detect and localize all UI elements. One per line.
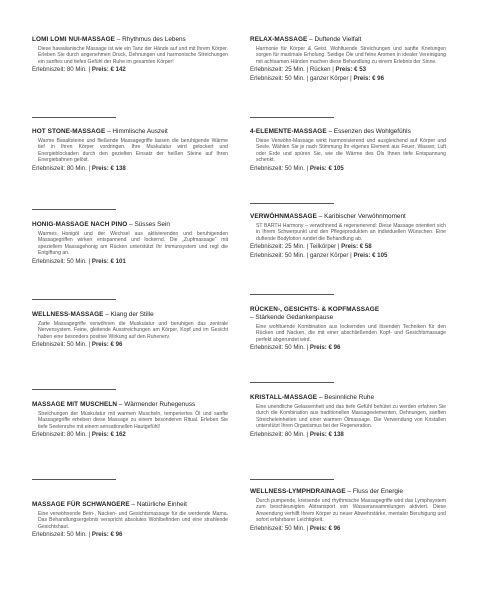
treatment-subtitle: Besinnliche Ruhe (324, 394, 375, 401)
price-duration: Erlebniszeit: 50 Min. (32, 341, 87, 349)
treatment-price (32, 165, 232, 173)
treatment-subtitle: Karibischer Verwöhnmoment (324, 213, 406, 220)
price-separator: | (88, 66, 91, 74)
treatment-entry (250, 36, 450, 83)
treatment-price (32, 341, 232, 349)
divider (32, 209, 116, 210)
treatment-description: Warme Basaltsteine und fließende Massagegriffe lassen die beruhigende Wärme tief in Ihren Körper vordringen. Ihre Muskulatur wird gelockert und Energieblockaden durch den gezielten Einsatz der heißen Steine auf Ihren Energiebahnen gelöst. (38, 138, 228, 164)
price-label: Preis: (91, 164, 109, 172)
divider (250, 479, 334, 480)
price-value: € 105 (372, 252, 388, 260)
treatment-title: WELLNESS-LYMPHDRAINAGE – Fluss der Energie (250, 488, 403, 495)
treatment-subtitle: Süsses Sein (134, 221, 170, 228)
price-value: € 96 (110, 531, 123, 539)
treatment-description: Diese Verwöhn-Massage wirkt harmonisierend und ausgleichend auf Körper und Seele. Wählen Sie je nach Stimmung Ihr eigenes Element aus Feuer, Wasser, Luft oder Erde und spüren Sie, wie die Wärme des Öls Ihnen tiefe Entspannung schenkt. (256, 138, 446, 164)
treatment-name: HONIG-MASSAGE NACH PINO (32, 221, 128, 228)
price-duration: Erlebniszeit: 50 Min. | ganzer Körper (250, 75, 349, 83)
price-label: Preis: (353, 75, 371, 83)
price-value: € 105 (328, 164, 344, 172)
price-label: Preis: (91, 66, 109, 74)
price-label: Preis: (91, 431, 109, 439)
treatment-subtitle: Duftende Vielfalt (314, 36, 362, 43)
treatment-subtitle: Fluss der Energie (352, 488, 403, 495)
treatment-name: KRISTALL-MASSAGE (250, 394, 318, 401)
treatment-subtitle: Himmlische Auszeit (112, 128, 168, 135)
treatment-price (32, 431, 232, 439)
price-duration: Erlebniszeit: 80 Min. (32, 431, 87, 439)
treatment-name: WELLNESS-LYMPHDRAINAGE (250, 488, 346, 495)
price-separator: | (337, 243, 340, 251)
treatment-title: HONIG-MASSAGE NACH PINO – Süsses Sein (32, 221, 170, 228)
treatment-entry (250, 306, 450, 352)
treatment-entry (250, 488, 450, 533)
treatment-title: HOT STONE-MASSAGE – Himmlische Auszeit (32, 128, 168, 135)
price-duration: Erlebniszeit: 50 Min. (250, 524, 305, 532)
treatment-description: Warmes Honigöl und der Wechsel aus aktivierenden und beruhigenden Massagegriffen wirken entspannend und lockernd. Die „Zupfmassage“ mit speziellem Massagehonig am Rücken unterstützt Ihr Immunsystem und regt die Entgiftung an. (38, 231, 228, 257)
price-label: Preis: (91, 531, 109, 539)
treatment-subtitle: Rhythmus des Lebens (122, 36, 186, 43)
divider (250, 382, 334, 383)
treatment-subtitle: Natürliche Einheit (136, 501, 187, 508)
treatment-name: 4-ELEMENTE-MASSAGE (250, 128, 327, 135)
price-label: Preis: (335, 66, 353, 74)
treatment-price (250, 165, 450, 173)
divider (32, 389, 116, 390)
price-value: € 58 (359, 243, 372, 251)
price-separator: | (306, 524, 309, 532)
treatment-title: RÜCKEN-, GESICHTS- & KOPFMASSAGE – Stärkende Gedankenpause (250, 306, 380, 321)
price-value: € 142 (110, 66, 126, 74)
divider (250, 117, 334, 118)
treatment-price (250, 525, 450, 533)
price-separator: | (350, 75, 352, 83)
treatment-subtitle: Essenzen des Wohlgefühls (333, 128, 411, 135)
price-duration: Erlebniszeit: 50 Min. (250, 344, 305, 352)
treatment-title: LOMI LOMI NUI-MASSAGE – Rhythmus des Lebens (32, 36, 186, 43)
price-separator: | (88, 257, 91, 265)
price-duration: Erlebniszeit: 80 Min. (32, 164, 87, 172)
treatment-price (250, 344, 450, 352)
treatment-name: HOT STONE-MASSAGE (32, 128, 106, 135)
treatment-description: Durch pumpende, kreisende und rhythmische Massagegriffe wird das Lymphsystem zum beschleunigten Abtransport von Wasseransammlungen aktiviert. Diese Anwendung verhilft Ihrem Körper zu neuer Abwehrstärke, mentaler Beruhigung und sofort erfahrbarer Leichtigkeit. (256, 498, 446, 524)
treatment-entry (32, 311, 232, 349)
treatment-description: Eine verwöhnende Bein-, Nacken- und Gesichtsmassage für die werdende Mama. Das Behandlungsergebnis verspricht absolutes Wohlbefinden und eine strahlende Gesichtshaut. (38, 511, 228, 530)
treatment-price (250, 66, 450, 74)
treatment-price (250, 252, 450, 260)
price-value: € 96 (372, 75, 384, 83)
treatment-price (250, 75, 450, 83)
treatment-price (250, 431, 450, 439)
treatment-description: Eine unendliche Gelassenheit und das tiefe Gefühl behütet zu werden erfahren Sie durch die Kombination aus traditionellen Massageelementen, Dehnungen, sanften Streicheleinheiten und einer warmen Ölmassage. Die Verwendung von Kristallen unterstützt Ihren Organismus bei der Regeneration. (256, 404, 446, 430)
price-value: € 162 (110, 431, 126, 439)
price-label: Preis: (353, 252, 371, 260)
treatment-subtitle: Wärmender Ruhegenuss (124, 401, 196, 408)
treatment-entry (32, 221, 232, 266)
treatment-name: WELLNESS-MASSAGE (32, 311, 104, 318)
price-label: Preis: (309, 344, 327, 352)
divider (32, 117, 116, 118)
treatment-title: MASSAGE MIT MUSCHELN – Wärmender Ruhegenuss (32, 401, 196, 408)
treatment-name: MASSAGE FÜR SCHWANGERE (32, 501, 130, 508)
treatment-title: MASSAGE FÜR SCHWANGERE – Natürliche Einheit (32, 501, 187, 508)
treatment-description: Streichungen der Muskulatur mit warmen Muscheln, temperiertes Öl und sanfte Massagegriffe erheben diese Massage zu einem besonderen Ritual. Erleben Sie tiefe Seelenruhe mit einem sensationellen Hautgefühl! (38, 411, 228, 430)
treatment-title: RELAX-MASSAGE – Duftende Vielfalt (250, 36, 362, 43)
treatment-description: ST BARTH Harmony – verwöhnend & regenerierend: Diese Massage orientiert sich in Ihrem Schwerpunkt und den Pflegeprodukten an individuellen Wünschen. Eine duftende Bodylotion rundet die Behandlung ab. (256, 223, 446, 242)
treatment-title: VERWÖHNMASSAGE – Karibischer Verwöhnmoment (250, 213, 406, 220)
treatment-entry (250, 213, 450, 260)
price-duration: Erlebniszeit: 50 Min. (32, 531, 87, 539)
treatment-name: RELAX-MASSAGE (250, 36, 308, 43)
treatment-price (32, 258, 232, 266)
treatment-entry (32, 36, 232, 74)
price-label: Preis: (309, 430, 327, 438)
price-duration: Erlebniszeit: 80 Min. (32, 66, 87, 74)
treatment-price (32, 66, 232, 74)
treatment-entry (32, 401, 232, 439)
price-value: € 96 (110, 341, 123, 349)
price-duration: Erlebniszeit: 50 Min. (250, 164, 305, 172)
treatment-title: KRISTALL-MASSAGE – Besinnliche Ruhe (250, 394, 375, 401)
price-value: € 53 (354, 66, 367, 74)
treatment-price (32, 531, 232, 539)
price-label: Preis: (91, 341, 109, 349)
treatment-title: WELLNESS-MASSAGE – Klang der Stille (32, 311, 154, 318)
treatment-subtitle: Klang der Stille (110, 311, 154, 318)
price-duration: Erlebniszeit: 25 Min. | Teilkörper (250, 243, 337, 251)
treatment-entry (32, 128, 232, 173)
price-label: Preis: (309, 164, 327, 172)
treatment-name: RÜCKEN-, GESICHTS- & KOPFMASSAGE (250, 306, 380, 313)
price-label: Preis: (309, 524, 327, 532)
treatment-description: Harmonie für Körper & Geist. Wohltuende Streichungen und sanfte Knetungen sorgen für maximale Erholung. Seidige Öle und feine Aromen in idealer Vereinigung mit achtsamen Händen machen diese Behandlung zu einem Erlebnis der Sinne. (256, 46, 446, 65)
price-separator: | (306, 164, 309, 172)
treatment-subtitle: Stärkende Gedankenpause (255, 314, 334, 321)
price-duration: Erlebniszeit: 50 Min. (32, 257, 87, 265)
price-value: € 138 (110, 164, 126, 172)
price-value: € 96 (328, 344, 341, 352)
price-duration: Erlebniszeit: 25 Min. | Rücken (250, 66, 331, 74)
price-separator: | (306, 430, 309, 438)
divider (32, 299, 116, 300)
price-label: Preis: (341, 243, 359, 251)
treatment-entry (250, 394, 450, 439)
price-separator: | (306, 344, 309, 352)
price-separator: | (88, 531, 91, 539)
price-separator: | (332, 66, 334, 74)
treatment-description: Diese hawaiianische Massage ist wie ein Tanz der Hände auf und mit Ihrem Körper. Erleben Sie durch angenehmen Druck, Dehnungen und harmonische Streichungen ein sanftes und tiefes Gefühl der Ruhe im gesamten Körper! (38, 46, 228, 65)
treatment-description: Zarte Massagegriffe verwöhnen die Muskulatur und beruhigen das zentrale Nervensystem. Feine, gleitende Ausstreichungen am Körper, Kopf und im Gesicht haben eine besonders positive Wirkung auf den Ruhenerv. (38, 321, 228, 340)
treatment-title: 4-ELEMENTE-MASSAGE – Essenzen des Wohlgefühls (250, 128, 411, 135)
price-separator: | (88, 431, 91, 439)
treatment-entry (250, 128, 450, 173)
treatment-description: Eine wohltuende Kombination aus lockernden und lösenden Techniken für den Rücken und Nacken, die mit einer abschließenden Kopf- und Gesichtsmassage perfekt abgerundet wird. (256, 324, 446, 343)
divider (32, 479, 116, 480)
divider (250, 294, 334, 295)
price-value: € 96 (328, 524, 341, 532)
price-separator: | (88, 164, 91, 172)
divider (250, 203, 334, 204)
price-value: € 138 (328, 430, 344, 438)
treatment-entry (32, 501, 232, 539)
price-duration: Erlebniszeit: 50 Min. | ganzer Körper (250, 252, 349, 260)
treatment-name: MASSAGE MIT MUSCHELN (32, 401, 118, 408)
treatment-name: LOMI LOMI NUI-MASSAGE (32, 36, 116, 43)
price-value: € 101 (110, 257, 126, 265)
price-separator: | (88, 341, 91, 349)
treatment-name: VERWÖHNMASSAGE (250, 213, 317, 220)
price-duration: Erlebniszeit: 80 Min. (250, 430, 305, 438)
price-separator: | (350, 252, 352, 260)
treatment-price (250, 243, 450, 251)
price-label: Preis: (91, 257, 109, 265)
